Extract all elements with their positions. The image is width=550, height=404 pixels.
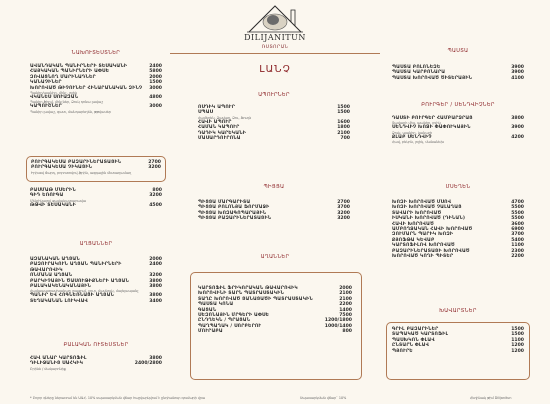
menu-item-price: 3600 (511, 221, 524, 227)
menu-item (30, 299, 162, 304)
menu-item (392, 254, 524, 259)
menu-item-price: 2700 (337, 200, 350, 205)
menu-item-name: ՀԱՎ ԱՆԱՐ ԿԱՐՏՈՖԻԼ (30, 356, 87, 361)
menu-item-price: 4200 (511, 134, 524, 140)
menu-item-description: Իրիսօվ ճարդ, բորոտովով ֆրին, ազգային մետաղամաղ (31, 170, 132, 175)
menu-item-price: 4500 (149, 202, 162, 208)
restaurant-logo (235, 2, 315, 36)
menu-item-name: ԲԱԶՈՒՐԱԿՈՒՆ ԱՂՑԱՆ ՊԱՆԻՐՆԵՐԻ ԹԱՎԱՐՈՎԻԿ (30, 262, 122, 273)
menu-item-name: ՀԱՄԱՆ ԿԱՊՈՒՐ (198, 125, 240, 131)
menu-item-name: ԽՈՐՈՎԱԾ ԹԻՉՈՒՆԵՐ ՀԻՆԱՐԱՆԱԿԱՆ ԶԻՆՉ (30, 85, 143, 91)
section-title-pizza: ՊԻՑՑԱ (263, 184, 285, 190)
menu-item (392, 125, 524, 134)
menu-item-description: Հավ, բեկոն, լոլիկ, մանանեխ (392, 140, 444, 145)
sides-list (198, 286, 352, 335)
menu-item-price: 2100 (339, 296, 352, 302)
menu-item-name: ԽՈԶԻ ԽՈՐՈՎԱԾ ՄՍՈՎ (392, 200, 452, 205)
menu-item-price: 1600 (337, 119, 350, 125)
menu-item-name: ԳԻԴ ԵՌՈՒԳԱ (30, 193, 64, 199)
menu-item-name: ՊԱՍՏԱ ԿՈՆԱ (198, 302, 234, 308)
menu-item-price: 1000/1400 (324, 323, 352, 329)
menu-item-price: 3800 (149, 278, 162, 284)
menu-item-price: 1400 (339, 307, 352, 313)
menu-item-name: ՏԱՂԸ ԽՈՐՈՎԱԾ ՑԱՆԱՑԱԾԻ ՊԱՏՐԱՍՏԱԿԻՆ (198, 296, 313, 302)
menu-item (30, 361, 162, 370)
burgers-list (392, 116, 524, 144)
menu-item-description: Բրինձ / մակարոնիք (30, 366, 66, 371)
menu-item (198, 216, 350, 221)
pizza-section (198, 184, 350, 222)
section-title-meat: ՄՍԵՂԵՆ (445, 184, 471, 190)
menu-item-name: ԲԱԶԱՐԻՆԵՐԱՏԱՑԻ ԽՈՐՈՎԱԾ (392, 248, 470, 254)
menu-item-price: 2700 (148, 160, 161, 165)
pasta-section (392, 48, 524, 81)
menu-item-name: ԲՈՒՐԳԱԿԵՍԱ ԲԱԶԱՐԻՆԵՐԱՏԱՑԻՆ (31, 160, 122, 165)
menu-item-name: ՍՊԱՍ (198, 110, 214, 116)
menu-item-name: ԱԶԱՆԱԿԱՆ ԱՂՑԱՆ (30, 257, 80, 262)
menu-item-price: 1200 (511, 348, 524, 354)
menu-item-name: ՔՅՈՖԹԱ ԿԵՎԱԲ (392, 237, 435, 243)
menu-item (30, 262, 162, 273)
menu-item-name: ՀԱՎԻ ԽՈՐՈՎԱԾ (392, 221, 434, 227)
menu-item (30, 193, 162, 202)
menu-item-price: 1500 (337, 105, 350, 110)
menu-item-name: ԴԱՍՏԻ ԲՈՒՐԳԵՐ ՀԱՄԲԱՐՁՐԱՑ (392, 116, 473, 121)
menu-item-price: 800 (152, 188, 162, 193)
menu-item-description: Տավարի միս, պանիր, լոլիկ (392, 121, 441, 126)
menu-item-name: ԶՈՒՄԱՐՆ ՊԱՐԻԿ ԽՈԶԻ (392, 232, 454, 238)
section-title-kids: ԲԱԼԱԿԱՆ ՈՒՏԵՍՏՆԵՐ (63, 342, 129, 348)
menu-item-name: ՄԱՍԱՐԴՈՒՐՈՆԱ (198, 136, 241, 142)
menu-item-name: ՄՈՒՐԱԲԱ (198, 329, 223, 335)
starters-list (30, 64, 162, 114)
soups-list (198, 105, 350, 141)
menu-item-price: 5500 (511, 216, 524, 222)
menu-item-price: 5500 (511, 210, 524, 216)
pizza-list (198, 200, 350, 222)
menu-item-name: ՀԱՅԿԱԿԱՆ ՊԱՆԻՐՆԵՐԻ ԱՓՍԵ (30, 69, 110, 75)
menu-item-price: 3800 (149, 356, 162, 361)
menu-item-price: 2100 (339, 291, 352, 297)
menu-item-price: 5500 (511, 205, 524, 211)
menu-title: ԼԱՆՉ (259, 64, 291, 75)
section-title-soups: ԱՊՈՒՐՆԵՐ (258, 92, 290, 98)
menu-item-name: ԹԹՎԻ ՏԵՍԱԿԱՆԻ (30, 202, 76, 208)
menu-item-description: Պանիր լավաշ, զատ, մանդարեղեն, թթվասեր (30, 109, 111, 114)
menu-item-name: ԲԱՍՄԱԹ ՄՍԵՐԻՆ (30, 188, 76, 193)
menu-item-name: ԳՐԻԼ ԲԱԶԱՐԻՆԵՐ (392, 327, 439, 332)
menu-item-price: 5800 (149, 69, 162, 75)
pasta-list (392, 65, 524, 81)
kids-section (30, 342, 162, 371)
menu-item-price: 2100 (337, 130, 350, 136)
left-column (30, 50, 162, 114)
menu-item-price: 800 (342, 329, 352, 335)
menu-item-name: ՔԼԱԲ ՍԵՆԴՎԻՉ (392, 134, 432, 140)
menu-item-price: 3900 (511, 65, 524, 70)
brand-name: DILIJANITUN (244, 33, 306, 42)
menu-item-description: Համեղեն, Ձավար, Ձու, Ֆուղձ (198, 115, 252, 120)
sides-section (198, 254, 352, 335)
menu-item (198, 329, 352, 334)
menu-item-name: ՊԻՑՑԱ ԲԱԶԱՐԻՆԵՐԱՏԱՑԻՆ (198, 216, 272, 222)
menu-item-price: 3900 (511, 125, 524, 131)
header-divider (170, 53, 380, 54)
menu-item-description: Ձուկ, պանիր, կանաչի (392, 130, 433, 135)
menu-item (392, 349, 524, 354)
section-title-pasta: ՊԱՍՏԱ (447, 48, 469, 54)
menu-item-price: 3700 (337, 205, 350, 211)
menu-item-name: ՊԱՍՏԱ ԲՈԼՈՆԵԶԵ (392, 65, 441, 70)
menu-item-price: 3400 (149, 298, 162, 304)
menu-item-price: 3000 (149, 85, 162, 91)
menu-item-price: 6900 (511, 227, 524, 233)
footer-service: Սպասարկման վճար` 10% (300, 396, 347, 400)
menu-item-name: ԲԱՐԿԻՉԱՅԻՆ ԾԱՍՈՒԹԻՔՆԵՐԻ ԱՂՑԱՆ (30, 278, 129, 284)
menu-item-name: ԽՈՐՈՎԱԾ ԿՈՂԻ ՊԻՏԵՐ (392, 254, 454, 260)
menu-item-name: ԲԱԼԱԿԱԿԵՆԱԿԱՆԱՅԻՆ (30, 284, 91, 290)
menu-item-name: ԽՈԶԻ ԽՈՐՈՎԱԾ ՉԱԼԱՂԱՑ (392, 205, 462, 211)
burgers-section (392, 102, 524, 144)
menu-item-description: Պանիր/պանիր, մինչ, լոլիկ (30, 91, 78, 96)
garnish-title-wrap (392, 308, 524, 314)
menu-item-name: ՍԵՆԴՎԻՉ ԽՈՋԻ ՓԱՓՈՒԿԱՅԻՆ (392, 125, 471, 131)
menu-item-price: 1800 (337, 125, 350, 131)
menu-item-price: 1200/1800 (324, 318, 352, 324)
menu-item (392, 116, 524, 125)
menu-item-price: 3800 (511, 116, 524, 121)
menu-item-name: ԿԱՊՈՒՇՆԵՐ (30, 104, 62, 110)
menu-item-price: 1500 (511, 332, 524, 338)
menu-item-name: ՏԱՊԱԿԱԾ ԿԱՐՏՈՖԻԼ (392, 332, 449, 338)
brand-subtitle: ՌՍՏՈՐԱՆ (261, 45, 289, 50)
menu-item-name: ԿԱՆԱՉԻՆԵՐ (30, 80, 62, 86)
salads-list (30, 257, 162, 304)
menu-item-price: 2200 (511, 254, 524, 260)
menu-item-name: ՍԵԶՈՆԱՅԻՆ ՄՐԳԵՐԻ ԱՓՍԵ (198, 313, 270, 319)
menu-item (392, 76, 524, 81)
menu-item-price: 3200 (149, 193, 162, 199)
menu-item-price: 3000 (149, 104, 162, 110)
menu-item-price: 3800 (149, 293, 162, 299)
menu-item-name: ՊԱՆԻՐ ԵՎ ՀՈԳՆԵՌՆԱՑԻ ԱՂՑԱՆ (30, 293, 114, 299)
menu-item-name: ՊԻՑՑԱ ՄԱՐԳԱՐԻՏԱ (198, 200, 251, 205)
burger-list (27, 157, 165, 178)
meat-list (392, 200, 524, 259)
menu-item-name: ԽՈՐՈՎԻՆԻ ՏԱՐՆ ՊԱՏՐԱՍՏԱԿԻՆ (198, 291, 284, 297)
menu-item-price: 3200 (149, 273, 162, 279)
menu-item-price: 2300 (511, 248, 524, 254)
menu-item-name: ՏԵՂԱԿԱՆԱՆ ԼՈՒԿՎԱՎ (30, 298, 89, 304)
garnish-box (386, 322, 530, 380)
kids-list (30, 356, 162, 371)
menu-item-name: ԸՆՏԱՐՆ ՓԼԱՎ (392, 343, 430, 349)
menu-item-price: 5400 (511, 237, 524, 243)
menu-item-price: 7500 (339, 313, 352, 319)
menu-item-name: ԱՎԱՆԴԱԿԱՆ ՊԱՆԻՐՆԵՐԻ ՏԵՍԱԿԱՆԻ (30, 64, 128, 69)
menu-item-price: 4700 (511, 200, 524, 205)
menu-item-price: 1500 (337, 110, 350, 116)
menu-item-name: ՊԱՍՏԱ ԽՈՐՈՎԱԾ ԾԻՏԵՐԱՅԻՆ (392, 75, 473, 81)
menu-item-price: 3200 (337, 216, 350, 222)
menu-item-price: 2000 (339, 286, 352, 291)
menu-item-price: 1200 (511, 343, 524, 349)
menu-item-price: 3700 (511, 232, 524, 238)
menu-item-description: Մենչիկալով ցավակատարավա (30, 198, 87, 203)
menu-item-name: ՊՅՈՒՐԵ (392, 348, 413, 354)
section-title-starters: ՆԱԽՈՒՏԵՍՏՆԵՐ (71, 50, 121, 56)
menu-item-price: 3800 (149, 284, 162, 290)
menu-item (198, 110, 350, 119)
section-title-burgers: ԲՈՒՐԳԵՐ / ՍԵՆԴՎԻՉՆԵՐ (421, 102, 495, 108)
menu-item-price: 1500 (149, 80, 162, 86)
menu-item-price: 1100 (511, 337, 524, 343)
menu-item-price: 4100 (511, 75, 524, 81)
left-extra (30, 188, 162, 208)
menu-item-name: ԱՄԲՈՂՋԱԿԱՆ ՀԱՎԻ ԽՈՐՈՎԱԾ (392, 227, 473, 233)
menu-item-name: ԲՈՒՐԳԱԿԵՍԱ ՉԻԿԱՑԻՆ (31, 165, 93, 171)
menu-item-name: ԶՈՎԱՑՆՈՂ ՄԱՐԻՆԱԴՆԵՐ (30, 74, 96, 80)
menu-item-name: ԴԱԴԻԿ ԿԱՐԵԿԱՆԻ (198, 130, 246, 136)
menu-item-price: 3200 (337, 210, 350, 216)
menu-item (198, 136, 350, 141)
menu-item (30, 104, 162, 113)
menu-item-price: 3200 (148, 165, 161, 171)
menu-item-name: ԻՍԿԱՆԻ ԽՈՐՈՎԱԾ (ԴԻՆԱՆ) (392, 216, 466, 222)
menu-item-name: ՊԱՍԽԿՈՆ ՓԼԱՎ (392, 337, 435, 343)
menu-item-price: 700 (340, 136, 350, 142)
menu-item-name: ՀԱՎԻ ԱՊՈՒՐ (198, 119, 232, 125)
menu-item-name: ՊԻՑՑԱ ԽՈԶԱԳՈՊԱՐԱՅԻՆ (198, 210, 267, 216)
menu-item-name: ՊԱՍՏԱ ԿԱՐԲՈՆԱՐԱ (392, 70, 446, 76)
menu-item-price: 2400 (149, 64, 162, 69)
menu-item-name: ՈՍԴԻԿ ԱՊՈՒՐ (198, 105, 235, 110)
footer-note: * Բոլոր գները ներառում են ԱԱՀ. 10% սպասարկման վճար հաշվարկվում է ընդհանուր գումարի վրա (30, 396, 206, 400)
extras-list (30, 188, 162, 208)
menu-item-name: ՊԱՂՊԱՂԱԿ / ՍՈՐԲԵՐՈՒ (198, 323, 262, 329)
garnish-list (387, 323, 529, 358)
menu-item-price: 1100 (511, 243, 524, 249)
menu-item-name: ՏԱՎԱՐԻ ԽՈՐՈՎԱԾ (392, 210, 442, 216)
menu-item-name: ԴԻԼԻՋԱՆԻՑ ՍԱՀԿԻԿ (30, 361, 84, 367)
menu-item-name: ՎԿԱՆԵՍ ՍՈՒԱԶԱՆ (30, 95, 79, 101)
burger-box (26, 156, 166, 182)
menu-item-name: ԿԱՐՏՈՖԻԼՈՎ ԽՈՐՈՎԱԾ (392, 243, 455, 249)
menu-item-price: 4800 (149, 95, 162, 101)
footer-credit: Հեղինակ թիմ Dilijanitun (470, 396, 512, 400)
menu-item-description: Պանիր ֆիրմ, մինչներ, Ձուկ դոնա լավաշ (30, 100, 104, 105)
meat-section (392, 184, 524, 259)
menu-item-price: 2200 (339, 302, 352, 308)
menu-item-name: ԳԱՑԱՆ (198, 307, 217, 313)
section-title-sides: ԱՂԱՆՆԵՐ (260, 254, 290, 260)
menu-item-name: ՊԻՑՑԱ ԲՈԼՈՆՅԱ ՖՈՐՄԱՋԻ (198, 205, 270, 211)
section-title-salads: ԱՂՑԱՆՆԵՐ (79, 241, 113, 247)
menu-item-description: Համապատասխանաղ լրացում, լյուր, մասնուկ, մայելապանչ (30, 289, 139, 294)
menu-item (392, 135, 524, 144)
menu-item-price: 2400/2800 (134, 361, 162, 367)
menu-item-price: 3900 (511, 70, 524, 76)
soups-section (198, 92, 350, 141)
menu-item-name: ՈՆՄԱՆԱ ԱՂՑԱՆ (30, 273, 73, 279)
menu-item-name: ԿԱՐՏՈՖԻԼ ՖՐԻԿՈՐԱԿԱՆ ԹԱՎԱՐՈՎԻԿ (198, 286, 298, 291)
menu-item-price: 2400 (149, 262, 162, 268)
salads-section (30, 241, 162, 304)
section-title-garnish: ԽԱՎԱՐՏՆԵՐ (439, 308, 477, 314)
menu-item (31, 165, 161, 174)
menu-item (30, 86, 162, 95)
menu-item (30, 203, 162, 208)
menu-item-name: ԸՆԴՂԵԿՆ / ՊՐԱՑԱՆ (198, 318, 251, 324)
menu-item-price: 2000 (149, 257, 162, 262)
menu-item-price: 1500 (511, 327, 524, 332)
menu-item-price: 2000 (149, 74, 162, 80)
